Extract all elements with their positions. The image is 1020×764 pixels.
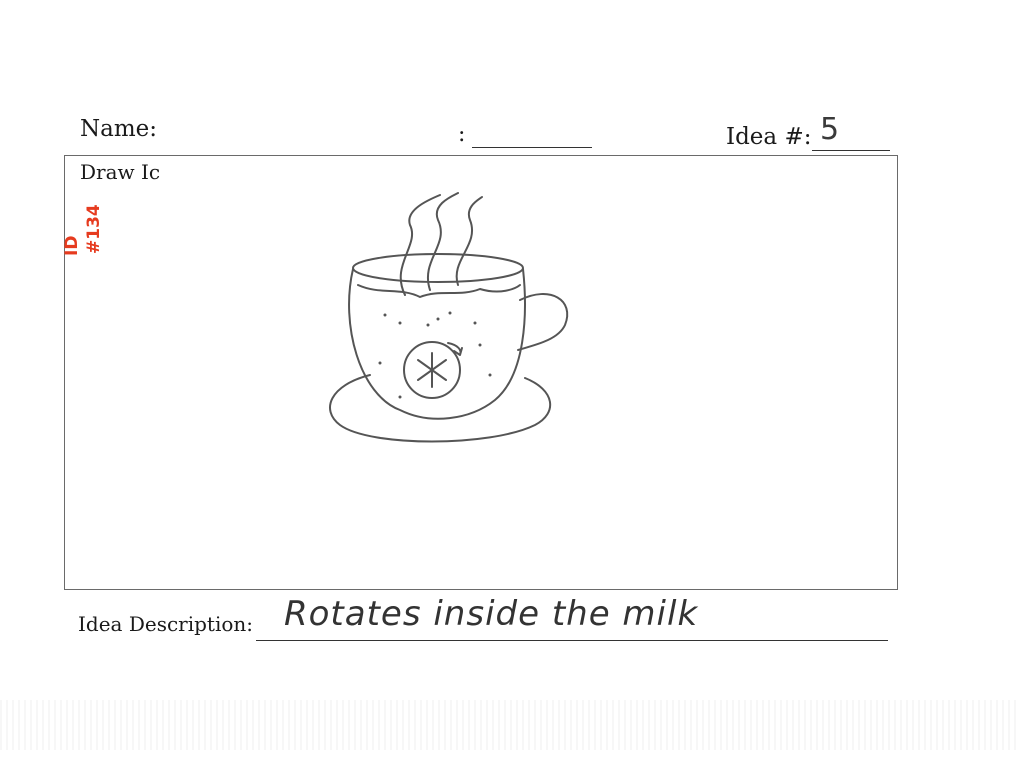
idea-description-underline <box>256 640 888 641</box>
id-stamp-number: #134 <box>84 204 104 254</box>
liquid-line <box>358 285 520 297</box>
steam-line <box>457 197 482 285</box>
date-colon: : <box>458 122 466 147</box>
teacup-sketch <box>310 185 590 465</box>
name-label: Name: <box>80 116 158 142</box>
cup-rim <box>353 254 523 282</box>
idea-number-underline <box>812 150 890 151</box>
saucer <box>330 375 550 442</box>
date-underline <box>472 147 592 148</box>
idea-description-value: Rotates inside the milk <box>284 594 699 634</box>
redaction-blank <box>160 112 455 152</box>
idea-number-value: 5 <box>820 112 840 147</box>
redaction-blank <box>158 157 458 185</box>
idea-description-label: Idea Description: <box>78 612 254 636</box>
steam-line <box>401 195 440 295</box>
rotor-blades <box>418 353 446 387</box>
id-stamp-prefix: ID <box>62 235 82 256</box>
id-stamp <box>62 206 112 260</box>
steam-line <box>428 193 458 290</box>
bubble-dots <box>380 313 490 397</box>
idea-number-label: Idea #: <box>726 124 812 150</box>
draw-label: Draw Ic <box>80 160 161 184</box>
scan-bleed-through <box>0 700 1020 750</box>
